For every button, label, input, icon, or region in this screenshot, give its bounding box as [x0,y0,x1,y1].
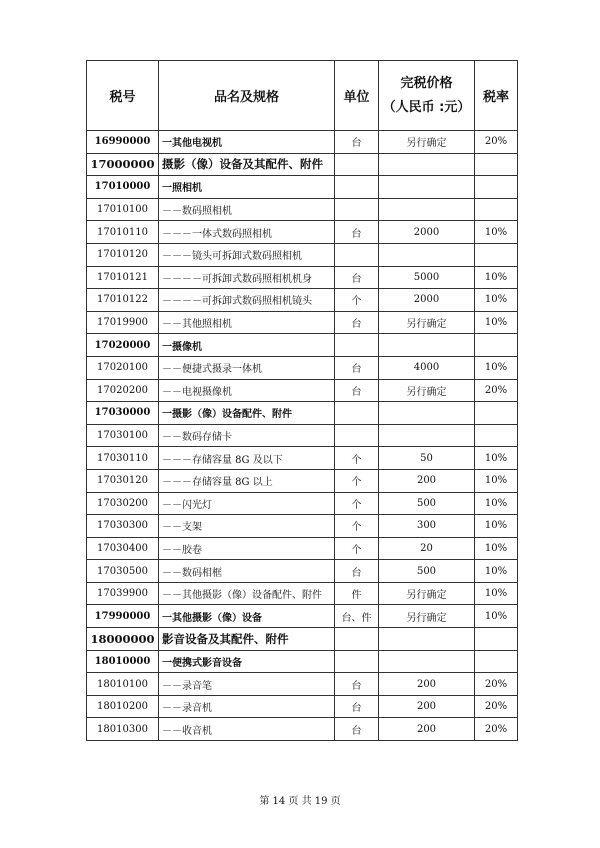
cell-rate [475,402,518,425]
cell-rate [475,153,518,176]
cell-rate: 10% [475,492,518,515]
cell-name: －－－一体式数码照相机 [159,221,335,244]
cell-price: 5000 [379,266,475,289]
table-body [87,131,518,741]
cell-rate: 10% [475,560,518,583]
cell-price [379,153,475,176]
cell-code: 17030400 [87,537,159,560]
cell-rate [475,334,518,357]
cell-price: 另行确定 [379,379,475,402]
tariff-table [86,60,518,741]
cell-unit: 个 [335,469,379,492]
cell-price: 4000 [379,356,475,379]
cell-name: －－数码相框 [159,560,335,583]
cell-unit [335,176,379,199]
cell-name: －－其他照相机 [159,311,335,334]
cell-code: 17030000 [87,402,159,425]
table-row [87,198,518,221]
table-row [87,492,518,515]
table-row [87,131,518,154]
cell-rate: 10% [475,289,518,312]
table-row [87,515,518,538]
cell-name: －－录音笔 [159,673,335,696]
cell-name: －－电视摄像机 [159,379,335,402]
cell-name: －－其他摄影（像）设备配件、附件 [159,582,335,605]
table-row [87,266,518,289]
cell-name: －－收音机 [159,718,335,741]
cell-code: 17020200 [87,379,159,402]
cell-unit: 台 [335,379,379,402]
cell-rate: 20% [475,718,518,741]
cell-unit [335,424,379,447]
cell-code: 17020000 [87,334,159,357]
cell-rate [475,628,518,651]
cell-name: 一其他摄影（像）设备 [159,605,335,628]
table-row [87,673,518,696]
cell-name: 摄影（像）设备及其配件、附件 [159,153,335,176]
cell-unit: 台、件 [335,605,379,628]
table-row [87,176,518,199]
cell-unit: 台 [335,266,379,289]
cell-price: 50 [379,447,475,470]
table-row [87,718,518,741]
cell-price: 200 [379,469,475,492]
header-unit: 单位 [335,61,379,131]
cell-code: 18010000 [87,650,159,673]
cell-code: 17010121 [87,266,159,289]
cell-name: －－－镜头可拆卸式数码照相机 [159,243,335,266]
header-price-line1: 完税价格 [400,75,453,91]
cell-name: 一摄像机 [159,334,335,357]
table-row [87,695,518,718]
cell-rate [475,424,518,447]
table-row [87,424,518,447]
cell-price [379,424,475,447]
cell-unit [335,628,379,651]
cell-price: 200 [379,673,475,696]
table-row [87,379,518,402]
cell-unit: 个 [335,537,379,560]
cell-name: －－闪光灯 [159,492,335,515]
cell-code: 17010122 [87,289,159,312]
cell-price: 500 [379,560,475,583]
cell-code: 17030100 [87,424,159,447]
table-row [87,356,518,379]
cell-name: 一其他电视机 [159,131,335,154]
cell-price: 500 [379,492,475,515]
header-rate: 税率 [475,61,518,131]
cell-rate: 10% [475,515,518,538]
cell-price [379,628,475,651]
cell-unit: 台 [335,131,379,154]
cell-unit: 件 [335,582,379,605]
cell-unit [335,153,379,176]
cell-rate: 10% [475,582,518,605]
cell-code: 16990000 [87,131,159,154]
cell-name: 一摄影（像）设备配件、附件 [159,402,335,425]
table-row [87,402,518,425]
table-row [87,153,518,176]
cell-code: 17020100 [87,356,159,379]
table-header-row [87,61,518,131]
cell-price: 2000 [379,221,475,244]
cell-price [379,334,475,357]
cell-price: 20 [379,537,475,560]
cell-unit: 台 [335,221,379,244]
cell-price: 另行确定 [379,131,475,154]
cell-rate: 20% [475,131,518,154]
table-row [87,311,518,334]
cell-unit: 个 [335,515,379,538]
table-row [87,582,518,605]
cell-price [379,650,475,673]
cell-rate: 10% [475,447,518,470]
cell-name: －－－存储容量 8G 以上 [159,469,335,492]
cell-code: 17010000 [87,176,159,199]
cell-unit: 台 [335,718,379,741]
cell-unit: 台 [335,560,379,583]
cell-unit: 台 [335,673,379,696]
table-row [87,628,518,651]
header-price-line2: （人民币 :元） [382,99,471,115]
cell-name: －－胶卷 [159,537,335,560]
cell-price: 200 [379,695,475,718]
cell-name: －－便捷式摄录一体机 [159,356,335,379]
cell-code: 17030300 [87,515,159,538]
cell-price [379,176,475,199]
table-row [87,605,518,628]
cell-name: －－－存储容量 8G 及以下 [159,447,335,470]
table-row [87,447,518,470]
cell-unit: 个 [335,492,379,515]
cell-rate: 10% [475,469,518,492]
cell-name: －－数码存储卡 [159,424,335,447]
cell-rate: 10% [475,221,518,244]
cell-rate: 10% [475,356,518,379]
cell-price: 2000 [379,289,475,312]
page-footer: 第 14 页 共 19 页 [259,796,341,807]
cell-rate: 10% [475,605,518,628]
cell-price: 另行确定 [379,311,475,334]
cell-code: 17010110 [87,221,159,244]
cell-rate: 20% [475,673,518,696]
table-row [87,469,518,492]
table-row [87,243,518,266]
cell-name: 一照相机 [159,176,335,199]
table-row [87,560,518,583]
table-row [87,289,518,312]
cell-code: 17010120 [87,243,159,266]
cell-unit: 台 [335,356,379,379]
table-row [87,537,518,560]
cell-code: 18010300 [87,718,159,741]
cell-code: 18000000 [87,628,159,651]
cell-rate: 10% [475,537,518,560]
cell-unit: 台 [335,311,379,334]
cell-code: 17019900 [87,311,159,334]
header-price [379,61,475,131]
cell-price: 另行确定 [379,605,475,628]
header-code: 税号 [87,61,159,131]
cell-code: 17030110 [87,447,159,470]
cell-price: 300 [379,515,475,538]
table-row [87,334,518,357]
cell-name: －－支架 [159,515,335,538]
cell-name: －－－－可拆卸式数码照相机镜头 [159,289,335,312]
cell-rate: 10% [475,311,518,334]
cell-code: 17030500 [87,560,159,583]
cell-rate [475,243,518,266]
cell-unit [335,402,379,425]
cell-price [379,402,475,425]
cell-code: 18010200 [87,695,159,718]
cell-name: －－录音机 [159,695,335,718]
cell-rate: 10% [475,266,518,289]
cell-unit [335,198,379,221]
cell-code: 17030200 [87,492,159,515]
cell-price: 另行确定 [379,582,475,605]
cell-code: 17000000 [87,153,159,176]
cell-price [379,243,475,266]
cell-name: 一便携式影音设备 [159,650,335,673]
cell-code: 17010100 [87,198,159,221]
cell-code: 17990000 [87,605,159,628]
table-row [87,221,518,244]
cell-unit [335,243,379,266]
cell-code: 17039900 [87,582,159,605]
cell-name: －－数码照相机 [159,198,335,221]
header-name: 品名及规格 [159,61,335,131]
cell-unit [335,334,379,357]
cell-price [379,198,475,221]
cell-unit [335,650,379,673]
cell-rate: 20% [475,695,518,718]
cell-unit: 个 [335,289,379,312]
cell-price: 200 [379,718,475,741]
cell-name: －－－－可拆卸式数码照相机机身 [159,266,335,289]
cell-rate [475,176,518,199]
table-row [87,650,518,673]
cell-rate [475,650,518,673]
cell-name: 影音设备及其配件、附件 [159,628,335,651]
cell-rate: 20% [475,379,518,402]
cell-code: 18010100 [87,673,159,696]
cell-rate [475,198,518,221]
cell-unit: 台 [335,695,379,718]
cell-code: 17030120 [87,469,159,492]
cell-unit: 个 [335,447,379,470]
